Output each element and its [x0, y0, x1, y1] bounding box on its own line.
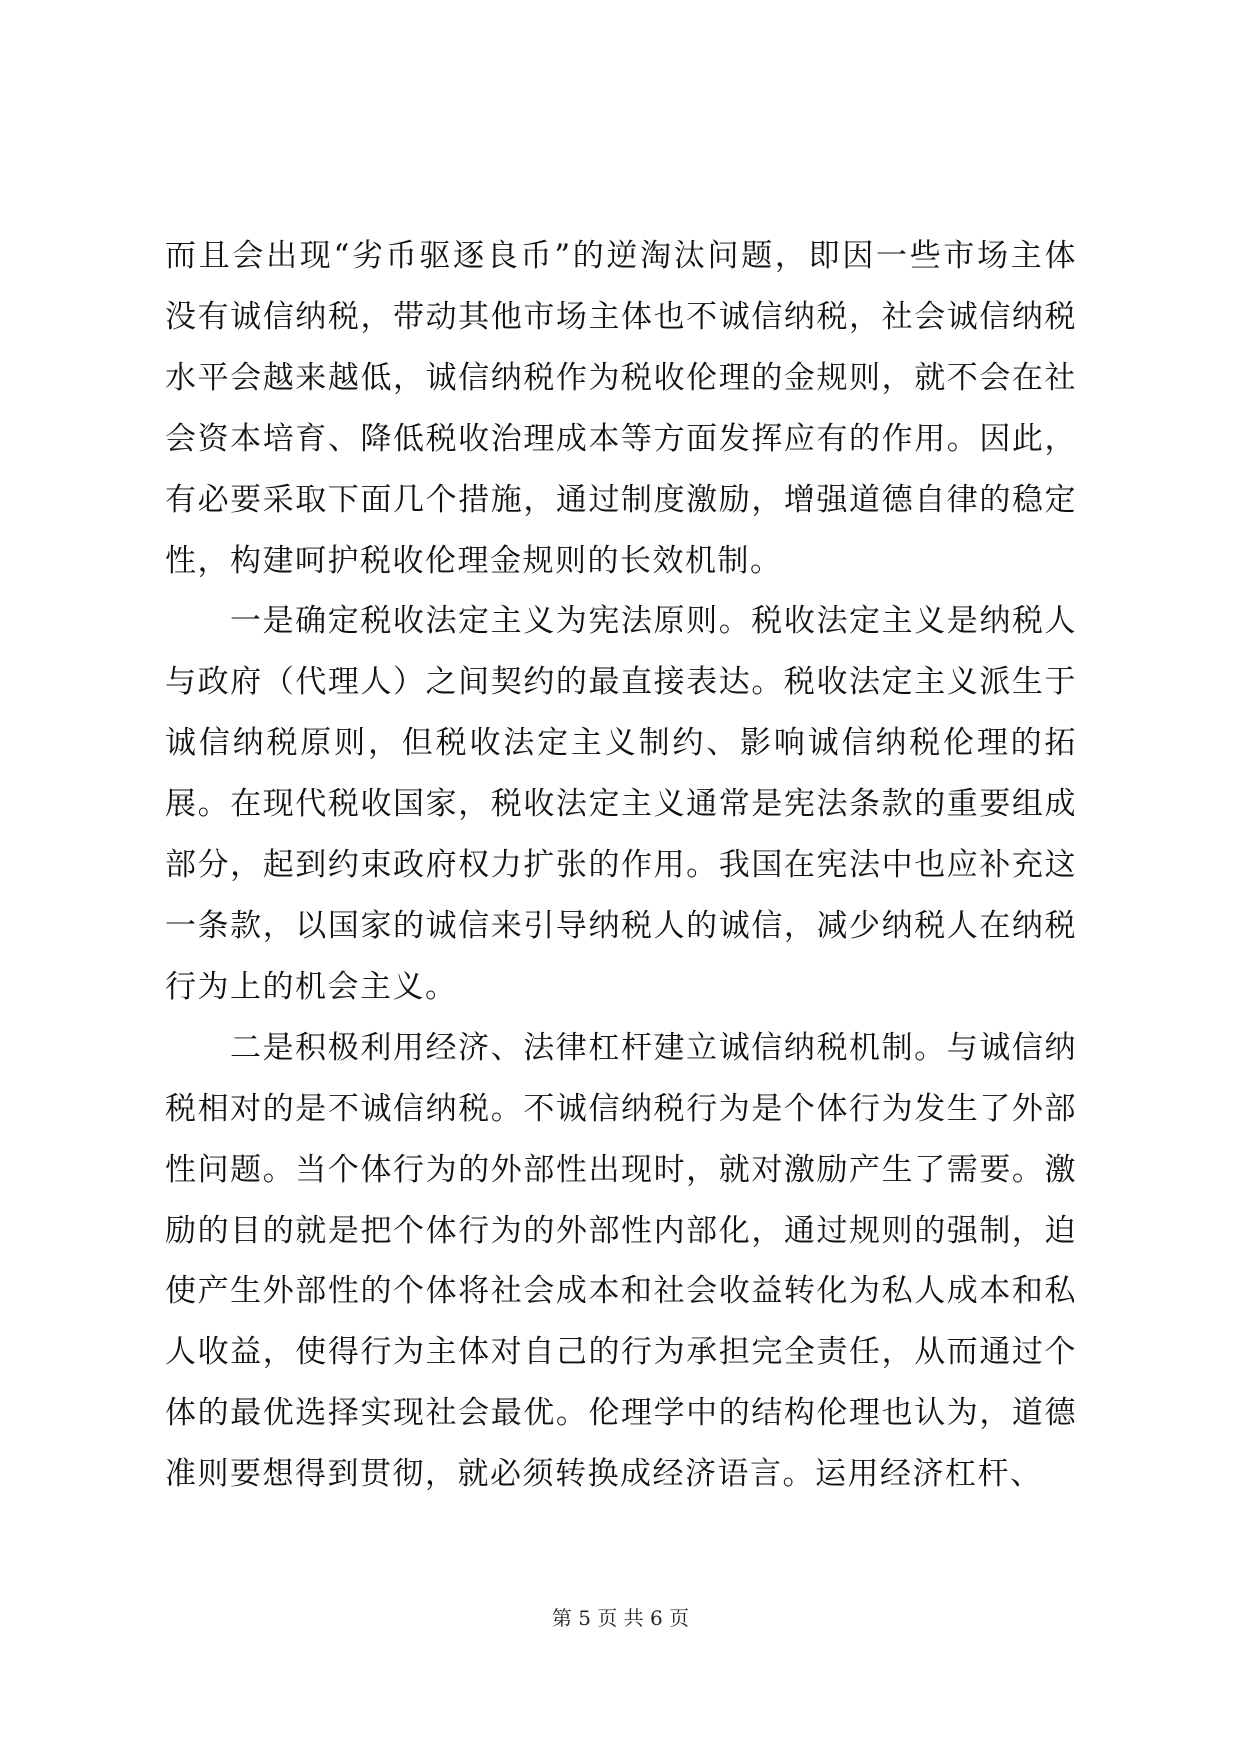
body-text	[165, 226, 1077, 1505]
paragraph-3: 二是积极利用经济、法律杠杆建立诚信纳税机制。与诚信纳税相对的是不诚信纳税。不诚信纳税行为是个体行为发生了外部性问题。当个体行为的外部性出现时，就对激励产生了需要。激励的目的就是把个体行为的外部性内部化，通过规则的强制，迫使产生外部性的个体将社会成本和社会收益转化为私人成本和私人收益，使得行为主体对自己的行为承担完全责任，从而通过个体的最优选择实现社会最优。伦理学中的结构伦理也认为，道德准则要想得到贯彻，就必须转换成经济语言。运用经济杠杆、	[165, 1029, 1077, 1493]
paragraph-2: 一是确定税收法定主义为宪法原则。税收法定主义是纳税人与政府（代理人）之间契约的最直接表达。税收法定主义派生于诚信纳税原则，但税收法定主义制约、影响诚信纳税伦理的拓展。在现代税收国家，税收法定主义通常是宪法条款的重要组成部分，起到约束政府权力扩张的作用。我国在宪法中也应补充这一条款，以国家的诚信来引导纳税人的诚信，减少纳税人在纳税行为上的机会主义。	[165, 603, 1077, 1005]
page-number-footer: 第 5 页 共 6 页	[551, 1606, 690, 1630]
paragraph-1: 而且会出现“劣币驱逐良币”的逆淘汰问题，即因一些市场主体没有诚信纳税，带动其他市场主体也不诚信纳税，社会诚信纳税水平会越来越低，诚信纳税作为税收伦理的金规则，就不会在社会资本培育、降低税收治理成本等方面发挥应有的作用。因此，有必要采取下面几个措施，通过制度激励，增强道德自律的稳定性，构建呵护税收伦理金规则的长效机制。	[165, 238, 1077, 579]
